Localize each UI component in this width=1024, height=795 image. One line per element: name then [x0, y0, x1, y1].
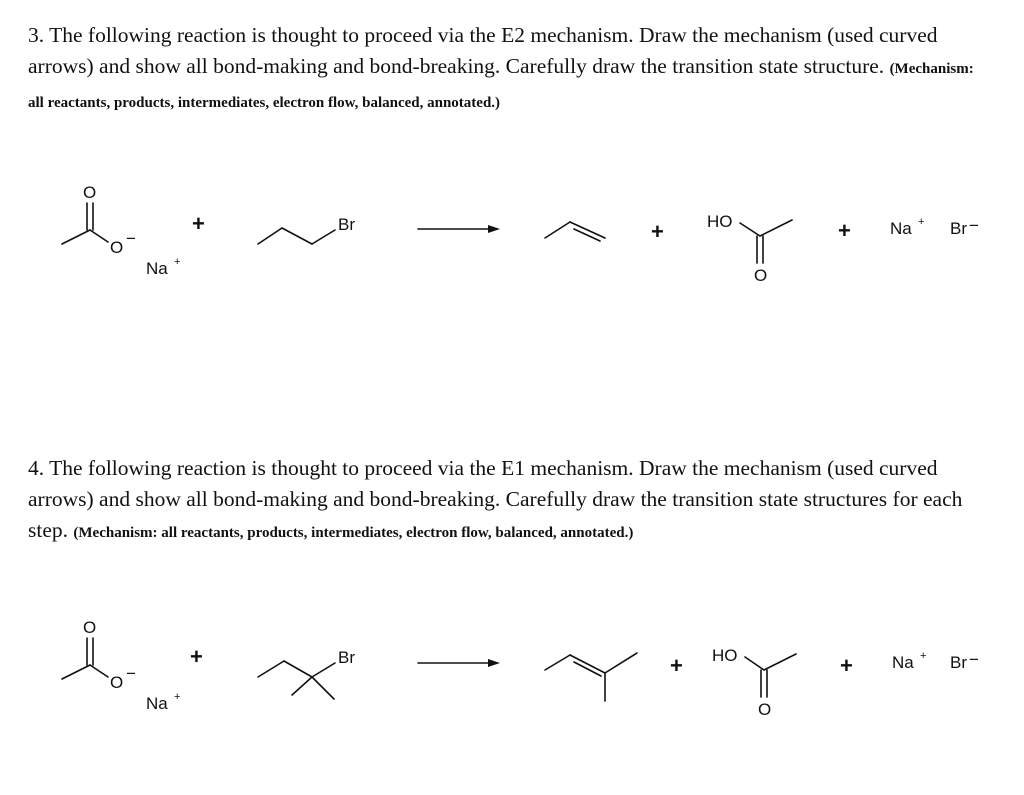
plus-sign: + — [192, 211, 205, 236]
sodium-ion: Na — [892, 653, 914, 672]
acetate-oxygen: O — [110, 238, 124, 257]
sodium-charge: + — [920, 650, 927, 662]
question-3 — [28, 20, 988, 119]
sodium-counterion: Na — [146, 694, 168, 713]
reaction-arrow — [418, 659, 500, 667]
acetic-acid — [712, 646, 796, 719]
propyl-bromide — [258, 215, 355, 244]
tert-butyl-bromide — [258, 648, 355, 699]
question-4-note: (Mechanism: all reactants, products, intermediates, electron flow, balanced, annotated.) — [73, 525, 634, 541]
bromide-ion: Br — [950, 219, 967, 238]
bromine-atom: Br — [338, 215, 355, 234]
question-4-text: 4. The following reaction is thought to proceed via the E1 mechanism. Draw the mechanism (used curved arrows) and show all bond-making and bond-breaking. Carefully draw the transition state structures for each step. — [28, 456, 963, 542]
question-4 — [28, 453, 988, 549]
acetate-carbonyl-oxygen: O — [83, 618, 97, 637]
bromine-atom: Br — [338, 648, 355, 667]
acetate-ion — [62, 618, 180, 713]
reaction-scheme-e1 — [0, 595, 1024, 795]
question-3-text: 3. The following reaction is thought to proceed via the E2 mechanism. Draw the mechanism (used curved arrows) and show all bond-making and bond-breaking. Carefully draw the transition state structure. — [28, 23, 938, 78]
negative-charge: − — [126, 229, 136, 248]
hydroxyl-group: HO — [707, 212, 733, 231]
propene — [545, 222, 605, 241]
acetic-acid — [707, 212, 792, 285]
plus-sign: + — [651, 219, 664, 244]
reaction-scheme-e2 — [0, 160, 1024, 360]
question-3-note: (Mechanism: all reactants, products, intermediates, electron flow, balanced, annotated.) — [28, 61, 974, 111]
acetate-ion — [62, 183, 180, 278]
bromide-charge: − — [969, 216, 979, 235]
negative-charge: − — [126, 664, 136, 683]
plus-sign: + — [840, 653, 853, 678]
plus-sign: + — [190, 644, 203, 669]
sodium-charge: + — [174, 256, 181, 268]
isobutylene — [545, 653, 637, 701]
plus-sign: + — [670, 653, 683, 678]
carbonyl-oxygen: O — [758, 700, 772, 719]
hydroxyl-group: HO — [712, 646, 738, 665]
sodium-charge: + — [918, 216, 925, 228]
sodium-charge: + — [174, 691, 181, 703]
reaction-arrow — [418, 225, 500, 233]
plus-sign: + — [838, 218, 851, 243]
bromide-ion: Br — [950, 653, 967, 672]
carbonyl-oxygen: O — [754, 266, 768, 285]
acetate-oxygen: O — [110, 673, 124, 692]
sodium-ion: Na — [890, 219, 912, 238]
acetate-carbonyl-oxygen: O — [83, 183, 97, 202]
sodium-counterion: Na — [146, 259, 168, 278]
bromide-charge: − — [969, 650, 979, 669]
